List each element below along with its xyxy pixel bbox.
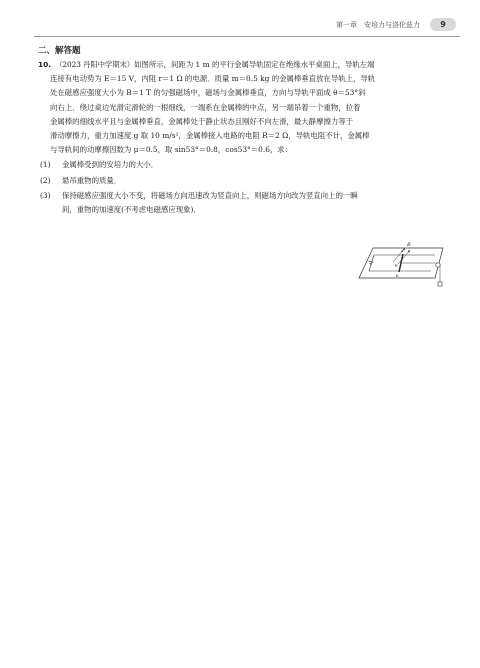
- hanging-weight: [438, 282, 442, 286]
- label-theta: θ: [395, 263, 398, 268]
- problem-line-1: [38, 58, 446, 72]
- rail-diagram: [347, 238, 447, 290]
- header-divider: [34, 36, 460, 37]
- problem-10: [38, 58, 446, 217]
- label-b-field: B: [407, 242, 411, 248]
- rail-left-end: [369, 255, 374, 271]
- subquestion-text-cont: 间，重物的加速度(不考虑电磁感应现象)．: [62, 205, 201, 215]
- page-number-badge: 9: [430, 18, 456, 31]
- subquestion-text: 金属棒受到的安培力的大小．: [62, 160, 159, 170]
- pulley: [436, 263, 440, 267]
- problem-line-2: 连接有电动势为 E＝15 V，内阻 r＝1 Ω 的电源．质量 m＝0.5 kg 的金属棒垂直放在导轨上，导轨: [50, 74, 376, 84]
- label-b: b: [396, 273, 399, 278]
- question-number: 10.: [38, 60, 52, 69]
- battery-plate-long: [369, 261, 374, 263]
- field-line: [398, 250, 410, 264]
- subquestion-label: (2): [40, 175, 51, 185]
- subquestion-label: (1): [40, 160, 51, 170]
- chapter-title: 第一章 安培力与洛伦兹力: [336, 21, 420, 29]
- subquestion-3: [38, 189, 446, 217]
- problem-line-6: 滑动摩擦力，重力加速度 g 取 10 m/s²，金属棒接入电路的电阻 R＝2 Ω，导轨电阻不计，金属棒: [50, 131, 370, 141]
- problem-line-4: 向右上．绕过桌边光滑定滑轮的一根细线，一端系在金属棒的中点，另一端吊着一个重物，拉着: [50, 102, 361, 112]
- problem-line-7: 与导轨间的动摩擦因数为 μ＝0.5，取 sin53°＝0.8，cos53°＝0.6，求：: [50, 145, 293, 155]
- section-title: 二、解答题: [38, 46, 81, 56]
- subquestion-text: 保持磁感应强度大小不变，将磁场方向迅速改为竖直向上，则磁场方向改为竖直向上的一瞬: [62, 190, 358, 200]
- subquestion-label: (3): [40, 190, 51, 200]
- subquestion-1: [38, 158, 446, 172]
- subquestion-2: [38, 174, 446, 188]
- subquestion-text: 悬吊重物的质量．: [62, 175, 122, 185]
- problem-line-3: 处在磁感应强度大小为 B＝1 T 的匀强磁场中，磁场与金属棒垂直，方向与导轨平面成 θ＝53°斜: [50, 88, 366, 98]
- problem-line-5: 金属棒的细线水平且与金属棒垂直，金属棒处于静止状态且刚好不向左滑，最大静摩擦力等于: [50, 116, 354, 126]
- battery-plate-short: [370, 264, 373, 265]
- question-source: （2023 丹阳中学期末）: [55, 60, 135, 69]
- stem-text: 如图所示，间距为 1 m 的平行金属导轨固定在绝缘水平桌面上，导轨左端: [134, 60, 375, 69]
- page-header: [0, 18, 480, 38]
- label-a: a: [401, 248, 404, 253]
